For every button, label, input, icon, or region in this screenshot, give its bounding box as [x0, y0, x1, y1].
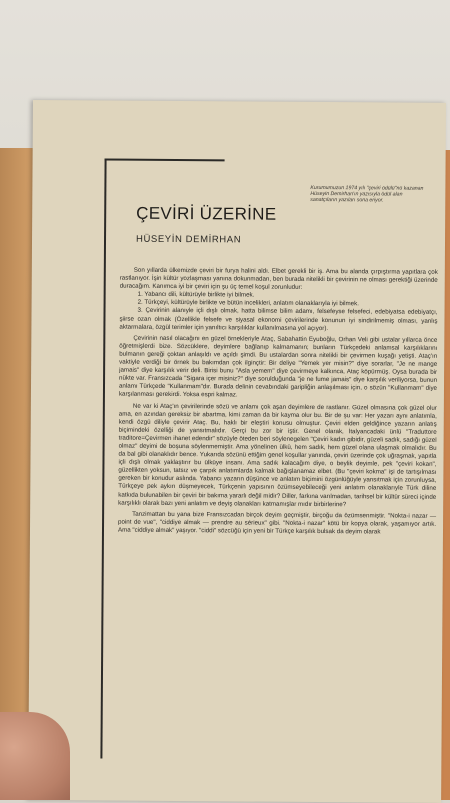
frame-rule-horizontal	[105, 159, 225, 162]
condition-1: 1. Yabancı dili, kültürüyle birlikte iyi bilmek.	[137, 291, 255, 299]
paragraph-tanzimat: Tanzimattan bu yana bize Fransızcadan birçok deyim geçmiştir, birçoğu da özümsenmiştir. "Nokta-i nazar — point de vue", "ciddiye almak — prendre au sérieux" gibi. "Nokta-i nazar" kötü bir kopya olarak, yaşamıyor artık. Ama "ciddiye almak" yaşıyor. "ciddi" sözcüğü için yeni bir Türkçe karşılık bulsak da deyim olarak	[117, 510, 437, 536]
editor-note: Kurumumuzun 1974 yılı "çeviri ödülü"nü kazanan Hüseyin Demirhan'ın yazısıyla ödül alan sanatçıların yazıları sona eriyor.	[310, 184, 424, 204]
paragraph-atac: Ne var ki Ataç'ın çevirilerinde sözü ve anlamı çok aşan deyimlere de rastlanır. Güzel olmasına çok güzel olur ama, en azından gereksiz bir abartma, kimi zaman da bir kayma olur bu. Bir de şu var: Her yazarı aynı anlatımla, kendi özgü diliyle çevirir Ataç. Bu, haklı bir eleştiri konusu olmuştur. Çeviri elden geldiğince yazarın anlatış biçimindeki özelliği de yansıtmalıdır. Gerçi bu zor bir iştir. Genel olarak, İtalyancadaki ünlü "Traduttore traditore=Çevirmen ihanet edendir" sözüyle öteden beri söylenegelen "Çeviri kadın gibidir, güzeli sadık, sadığı güzel olmaz" deyimi de boşuna söylenmemiştir. Ama yönelinen ülkü, hem sadık, hem güzel olana ulaşmak olmalıdır. Bu da bal gibi olanaklıdır bence. Yukarıda sözünü ettiğim genel koşullar yanında, çeviri üzerinde çok uğraşmak, yapıtla içli dışlı olmak yaklaştırır bu ülküye insanı. Ama sadık kalacağım diye, o beylik deyimle, pek "çeviri kokan", güzellikten yoksun, tatsız ve çarpık anlatımlarda kalmak bağışlanamaz elbet. (Bu "çeviri kokma" işi de tartışılması gereken bir konudur aslında. Yabancı yazarın düşünce ve anlatım biçimini özgünlüğüyle yansıtmak için zorunluysa, Türkçeye pek aykırı düşmeyecek, Türkçenin yapısının özümseyebileceği yeni anlatım olanaklarıyle Türk diline katkıda bulunabilen bir çeviri bir bakıma yararlı değil midir? Diller, farkına varılmadan, tarihsel bir kültür süreci içinde karşılıklı olarak bazı yeni anlatım ve deyiş olanakları katmamışlar mıdır birbirlerine?	[118, 402, 437, 508]
article-title: ÇEVİRİ ÜZERİNE	[136, 203, 277, 224]
paragraph-intro: Son yıllarda ülkemizde çeviri bir furya halini aldı. Elbet gerekli bir iş. Ama bu alanda çırpıştırma yapıtlara çok rastlanıyor. İşin kültür yozlaşması yanına dokunmadan, ben burada nitelikli bir çevirinin ne olması gerektiği üzerinde duracağım. Kanımca iyi bir çeviri için şu üç temel koşul zorunludur:	[119, 266, 438, 292]
paragraph-masters: Çevirinin nasıl olacağını en güzel örnekleriyle Ataç, Sabahattin Eyuboğlu, Orhan Veli gibi ustalar yıllarca önce öğretmişlerdi bize. Sözcüklere, deyimlere bağlanıp kalmamanın; bunların Türkçedeki anlamsal karşılıklarını bulmanın gereği çoktan anlaşıldı ve açıldı şimdi. Bu ustalardan sonra nitelikli bir çevirmen kuşağı yetişti. Ataç'ın vaktiyle verdiği bir örnek bu bakımdan çok ilginçtir: Bir deliye "Yemek yer misin?" diye sorarlar, "Je ne mange jamais" diye karşılık verir deli. Birisi bunu "Asla yemem" diye çevirmeye kalkınca, Ataç köpürmüş. Oysa burada bir nükte var. Fransızcada "Sigara içer misiniz?" diye sorulduğunda "je ne fume jamais" diye karşılık veriliyorsa, bunun anlamı Türkçede "Kullanmam"dır. Burada delinin cevabındaki garipliğin anlaşılması için, o sözün "Kullanmam" diye karşılanması gerekirdi. Yoksa espri kalmaz.	[118, 334, 438, 399]
condition-2: 2. Türkçeyi, kültürüyle birlikte ve bütün incelikleri, anlatım olanaklarıyla iyi bilmek.	[137, 299, 359, 308]
article-author: HÜSEYİN DEMİRHAN	[135, 233, 242, 246]
condition-3: 3. Çevirinin alanıyle içli dışlı olmak, hatta bilimse bilim adamı, felsefeyse felsefeci, edebiyatsa edebiyatçı, şiirse ozan olmak (Özellikle felsefe ve siyasal ekonomi çevirilerinde konunun iyi sindirilmemiş olması, yanlış aktarmalara, özgül terimler için yanıltıcı karşılıklar kullanılmasına yol açıyor).	[119, 307, 438, 332]
article-body	[118, 267, 438, 537]
frame-rule-vertical	[100, 159, 106, 759]
book-page	[28, 100, 446, 803]
thumb	[0, 712, 70, 800]
